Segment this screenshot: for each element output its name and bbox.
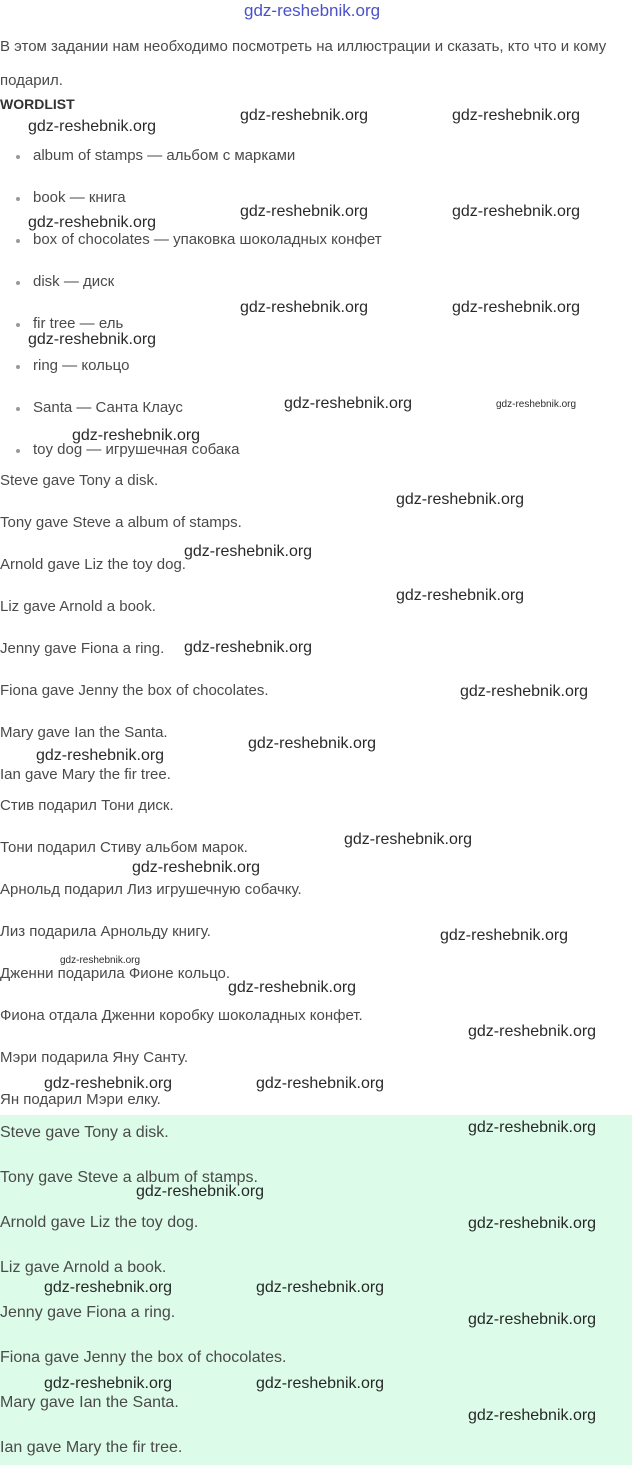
watermark-text: gdz-reshebnik.org <box>248 735 377 752</box>
watermark-text: gdz-reshebnik.org <box>440 927 569 944</box>
watermark-text: gdz-reshebnik.org <box>240 107 369 124</box>
wordlist-item <box>33 189 126 206</box>
watermark-text: gdz-reshebnik.org <box>460 683 589 700</box>
watermark-text: gdz-reshebnik.org <box>396 491 525 508</box>
english-sentence: Jenny gave Fiona a ring. <box>0 640 165 657</box>
watermark-text: gdz-reshebnik.org <box>136 1183 265 1200</box>
intro-text: В этом задании нам необходимо посмотреть на иллюстрации и сказать, кто что и кому подарил. <box>0 38 607 89</box>
english-sentence: Steve gave Tony a disk. <box>0 472 159 489</box>
russian-sentence: Тони подарил Стиву альбом марок. <box>0 839 248 856</box>
watermark-text: gdz-reshebnik.org <box>256 1279 385 1296</box>
watermark-text: gdz-reshebnik.org <box>468 1215 597 1232</box>
watermark-text: gdz-reshebnik.org <box>468 1023 597 1040</box>
english-sentence: Tony gave Steve a album of stamps. <box>0 514 242 531</box>
answer-line: Tony gave Steve a album of stamps. <box>0 1169 258 1186</box>
watermark-text: gdz-reshebnik.org <box>28 214 157 231</box>
watermark-text: gdz-reshebnik.org <box>44 1279 173 1296</box>
watermark-text: gdz-reshebnik.org <box>72 427 201 444</box>
watermark-text: gdz-reshebnik.org <box>452 203 581 220</box>
bullet-icon <box>16 365 20 369</box>
watermark-text: gdz-reshebnik.org <box>184 543 313 560</box>
answer-line: Steve gave Tony a disk. <box>0 1124 169 1141</box>
watermark-text: gdz-reshebnik.org <box>256 1375 385 1392</box>
watermark-text: gdz-reshebnik.org <box>452 299 581 316</box>
watermark-text: gdz-reshebnik.org <box>344 831 473 848</box>
wordlist-item <box>33 399 183 416</box>
wordlist-item-text: disk — диск <box>33 273 115 290</box>
wordlist-item <box>33 231 382 248</box>
watermark-text: gdz-reshebnik.org <box>240 299 369 316</box>
bullet-icon <box>16 239 20 243</box>
russian-sentence: Стив подарил Тони диск. <box>0 797 174 814</box>
russian-sentence: Ян подарил Мэри елку. <box>0 1091 161 1108</box>
watermark-text: gdz-reshebnik.org <box>28 331 157 348</box>
bullet-icon <box>16 197 20 201</box>
wordlist-item-text: ring — кольцо <box>33 357 130 374</box>
answer-line: Mary gave Ian the Santa. <box>0 1394 179 1411</box>
watermark-text: gdz-reshebnik.org <box>240 203 369 220</box>
russian-sentence: Арнольд подарил Лиз игрушечную собачку. <box>0 881 302 898</box>
wordlist-item <box>33 357 129 374</box>
watermark-text: gdz-reshebnik.org <box>28 118 157 135</box>
watermark-text: gdz-reshebnik.org <box>44 1075 173 1092</box>
watermark-text: gdz-reshebnik.org <box>132 859 261 876</box>
answer-line: Fiona gave Jenny the box of chocolates. <box>0 1349 287 1366</box>
russian-sentence: Дженни подарила Фионе кольцо. <box>0 965 231 982</box>
watermark-text: gdz-reshebnik.org <box>184 639 313 656</box>
wordlist-item <box>33 147 295 164</box>
english-sentence: Fiona gave Jenny the box of chocolates. <box>0 682 269 699</box>
bullet-icon <box>16 281 20 285</box>
wordlist-item <box>33 315 123 332</box>
bullet-icon <box>16 407 20 411</box>
answer-line: Jenny gave Fiona a ring. <box>0 1304 176 1321</box>
wordlist-item <box>33 273 114 290</box>
watermark-text: gdz-reshebnik.org <box>468 1311 597 1328</box>
english-sentence: Arnold gave Liz the toy dog. <box>0 556 186 573</box>
bullet-icon <box>16 155 20 159</box>
russian-sentence: Фиона отдала Дженни коробку шоколадных конфет. <box>0 1007 363 1024</box>
watermark-text: gdz-reshebnik.org <box>44 1375 173 1392</box>
watermark-text: gdz-reshebnik.org <box>468 1119 597 1136</box>
answer-line: Liz gave Arnold a book. <box>0 1259 167 1276</box>
watermark-text: gdz-reshebnik.org <box>496 399 577 410</box>
wordlist-item-text: Santa — Санта Клаус <box>33 399 183 416</box>
watermark-text: gdz-reshebnik.org <box>284 395 413 412</box>
english-sentence: Liz gave Arnold a book. <box>0 598 156 615</box>
wordlist-item-text: fir tree — ель <box>33 315 124 332</box>
bullet-icon <box>16 449 20 453</box>
watermark-text: gdz-reshebnik.org <box>60 955 141 966</box>
watermark-text: gdz-reshebnik.org <box>396 587 525 604</box>
russian-sentence: Мэри подарила Яну Санту. <box>0 1049 189 1066</box>
bullet-icon <box>16 323 20 327</box>
watermark-text: gdz-reshebnik.org <box>228 979 357 996</box>
site-header-link[interactable]: gdz-reshebnik.org <box>244 1 381 20</box>
wordlist-item-text: book — книга <box>33 189 126 206</box>
watermark-text: gdz-reshebnik.org <box>256 1075 385 1092</box>
answer-line: Ian gave Mary the fir tree. <box>0 1439 183 1456</box>
english-sentence: Mary gave Ian the Santa. <box>0 724 168 741</box>
watermark-text: gdz-reshebnik.org <box>36 747 165 764</box>
watermark-text: gdz-reshebnik.org <box>452 107 581 124</box>
wordlist-item-text: toy dog — игрушечная собака <box>33 441 240 458</box>
wordlist-heading: WORDLIST <box>0 96 75 112</box>
russian-sentence: Лиз подарила Арнольду книгу. <box>0 923 211 940</box>
answer-line: Arnold gave Liz the toy dog. <box>0 1214 199 1231</box>
english-sentence: Ian gave Mary the fir tree. <box>0 766 171 783</box>
wordlist-item-text: box of chocolates — упаковка шоколадных конфет <box>33 231 382 248</box>
watermark-text: gdz-reshebnik.org <box>468 1407 597 1424</box>
wordlist-item-text: album of stamps — альбом с марками <box>33 147 296 164</box>
